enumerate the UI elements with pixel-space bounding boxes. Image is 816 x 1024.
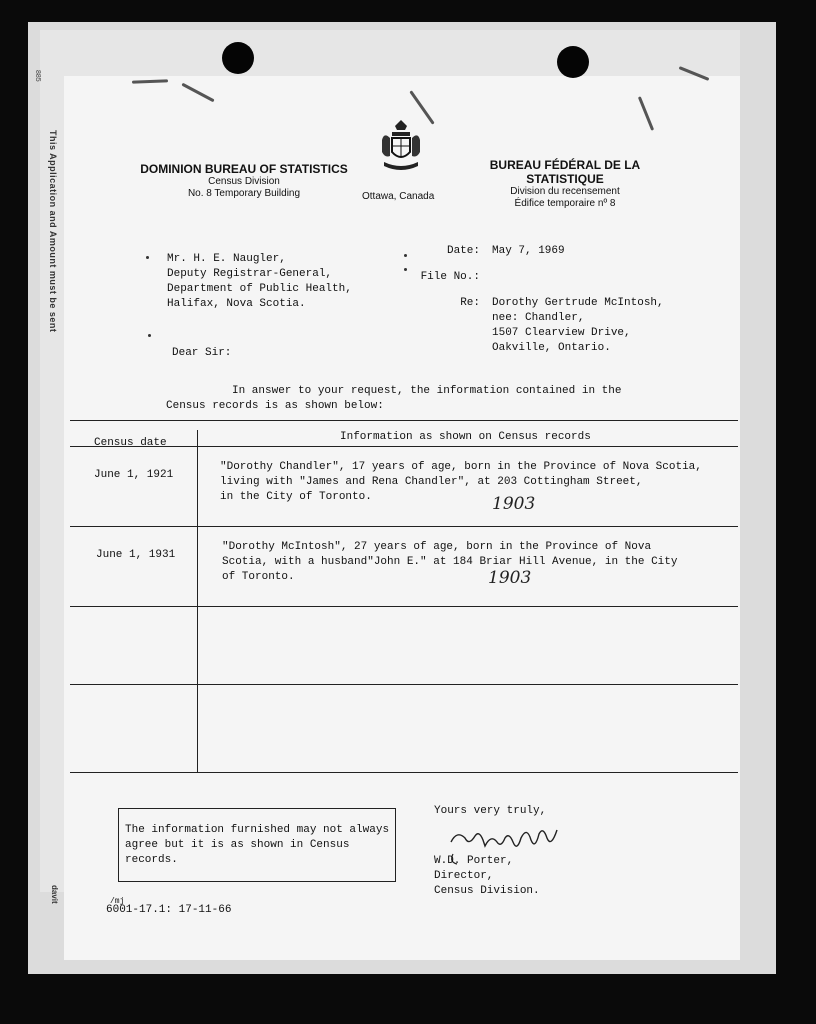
census-date-1931: June 1, 1931 <box>96 549 176 561</box>
side-text-bottom: davit <box>50 885 59 904</box>
signatory-division: Census Division. <box>434 885 540 897</box>
coat-of-arms-icon <box>378 118 424 178</box>
staple-mark <box>132 79 168 83</box>
disclaimer-line: records. <box>125 854 178 866</box>
bureau-name-french: BUREAU FÉDÉRAL DE LA STATISTIQUE <box>489 158 641 186</box>
re-label: Re: <box>460 297 480 309</box>
punch-mark <box>148 334 151 337</box>
form-number: 6001-17.1: 17-11-66 <box>106 904 232 916</box>
bureau-name: DOMINION BUREAU OF STATISTICS <box>140 162 348 176</box>
recipient-department: Department of Public Health, <box>167 283 352 295</box>
building-name: No. 8 Temporary Building <box>187 188 301 199</box>
record-line: of Toronto. <box>222 571 295 583</box>
disclaimer-box <box>118 808 396 882</box>
disclaimer-text <box>125 823 389 868</box>
record-line: living with "James and Rena Chandler", at 203 Cottingham Street, <box>220 476 643 488</box>
punch-hole <box>557 46 589 78</box>
intro-paragraph <box>166 384 686 414</box>
salutation: Dear Sir: <box>172 347 232 359</box>
file-number-label: File No.: <box>420 271 480 283</box>
census-letter <box>64 76 740 960</box>
staple-mark <box>181 83 214 103</box>
record-line: Scotia, with a husband"John E." at 184 Briar Hill Avenue, in the City <box>222 556 678 568</box>
subject-block <box>492 296 664 356</box>
side-number: 885 <box>34 70 41 82</box>
census-date-1921: June 1, 1921 <box>94 469 174 481</box>
column-header-census-date: Census date <box>94 437 167 449</box>
handwritten-year: 1903 <box>488 568 532 588</box>
row-divider <box>70 606 738 607</box>
record-line: "Dorothy Chandler", 17 years of age, born in the Province of Nova Scotia, <box>220 461 702 473</box>
disclaimer-line: agree but it is as shown in Census <box>125 839 350 851</box>
row-divider <box>70 526 738 527</box>
record-line: in the City of Toronto. <box>220 491 372 503</box>
intro-line: Census records is as shown below: <box>166 400 384 412</box>
punch-mark <box>404 254 407 257</box>
table-header-border <box>70 446 738 447</box>
date-label: Date: <box>446 245 480 257</box>
table-top-border <box>70 420 738 421</box>
location: Ottawa, Canada <box>362 191 435 202</box>
punch-hole <box>222 42 254 74</box>
subject-street: 1507 Clearview Drive, <box>492 327 631 339</box>
bureau-header-french <box>450 158 680 210</box>
staple-mark <box>638 96 654 131</box>
signatory-title: Director, <box>434 870 494 882</box>
building-name-french: Édifice temporaire nº 8 <box>514 198 616 209</box>
typist-initials: /mj <box>110 897 125 906</box>
bureau-header-english <box>138 162 350 200</box>
census-record-1921 <box>220 460 702 505</box>
recipient-title: Deputy Registrar-General, <box>167 268 333 280</box>
recipient-city: Halifax, Nova Scotia. <box>167 298 306 310</box>
table-bottom-border <box>70 772 738 773</box>
signatory-block <box>434 854 540 899</box>
disclaimer-line: The information furnished may not always <box>125 824 390 836</box>
row-divider <box>70 684 738 685</box>
division-name-french: Division du recensement <box>510 186 620 197</box>
punch-mark <box>146 256 149 259</box>
record-line: "Dorothy McIntosh", 27 years of age, born in the Province of Nova <box>222 541 652 553</box>
column-divider <box>197 430 198 772</box>
side-text: This Application and Amount must be sent <box>48 130 58 333</box>
signatory-name: W.D. Porter, <box>434 855 514 867</box>
recipient-address <box>167 252 352 312</box>
punch-mark <box>404 268 407 271</box>
intro-line: In answer to your request, the information contained in the <box>232 385 622 397</box>
valediction: Yours very truly, <box>434 805 547 817</box>
subject-city: Oakville, Ontario. <box>492 342 611 354</box>
division-name: Census Division <box>208 176 280 187</box>
date-value: May 7, 1969 <box>492 245 565 257</box>
handwritten-year: 1903 <box>492 494 536 514</box>
subject-name: Dorothy Gertrude McIntosh, <box>492 297 664 309</box>
census-record-1931 <box>222 540 677 585</box>
recipient-name: Mr. H. E. Naugler, <box>167 253 286 265</box>
column-header-information: Information as shown on Census records <box>340 431 591 443</box>
subject-maiden-name: nee: Chandler, <box>492 312 585 324</box>
